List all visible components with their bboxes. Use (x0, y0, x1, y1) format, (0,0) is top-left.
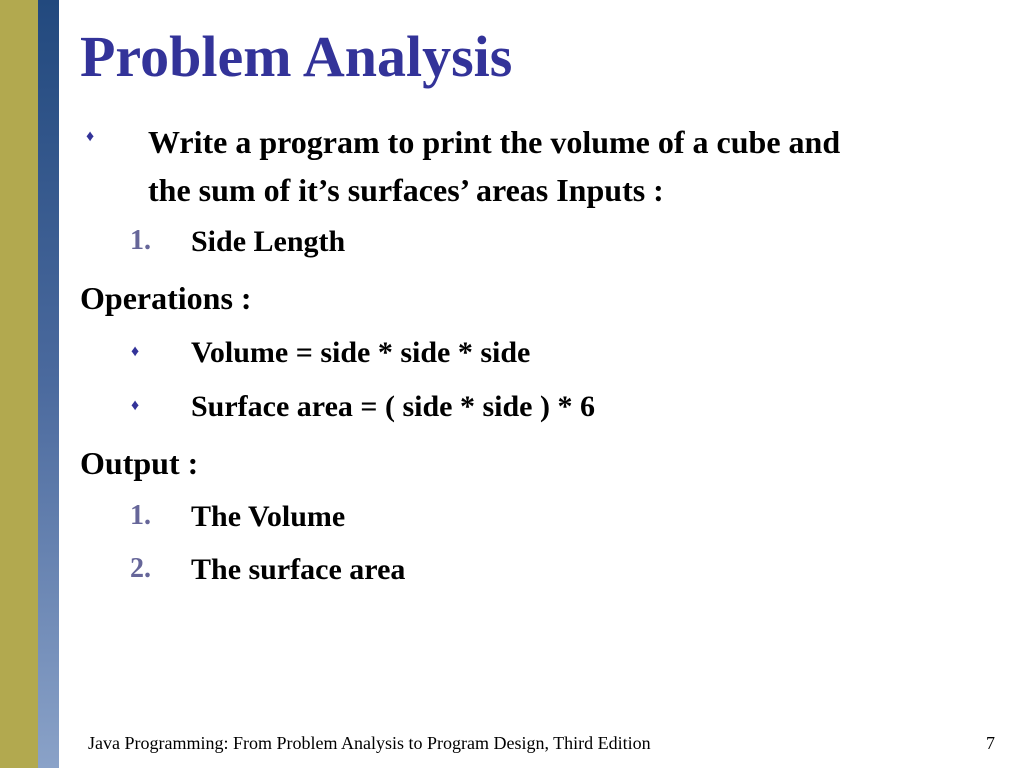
output-item-surface-area: The surface area (191, 553, 406, 586)
operation-item-volume: Volume = side * side * side (191, 336, 531, 369)
page-number: 7 (986, 733, 995, 753)
list-number: 1. (130, 500, 151, 531)
list-number: 1. (130, 225, 151, 256)
list-number: 2. (130, 553, 151, 584)
operation-item-surface-area: Surface area = ( side * side ) * 6 (191, 390, 595, 423)
input-item-side-length: Side Length (191, 225, 346, 258)
operations-heading: Operations : (80, 280, 252, 316)
bullet-text-line-2: the sum of it’s surfaces’ areas Inputs : (148, 172, 664, 208)
bullet-text-line-1: Write a program to print the volume of a cube and (148, 124, 841, 160)
output-heading: Output : (80, 445, 199, 481)
diamond-bullet-icon: ♦ (131, 343, 140, 360)
output-item-volume: The Volume (191, 500, 346, 533)
diamond-bullet-icon: ♦ (86, 128, 95, 145)
footer-text: Java Programming: From Problem Analysis to Program Design, Third Edition (88, 733, 651, 753)
diamond-bullet-icon: ♦ (131, 397, 140, 414)
slide-title: Problem Analysis (80, 24, 513, 89)
